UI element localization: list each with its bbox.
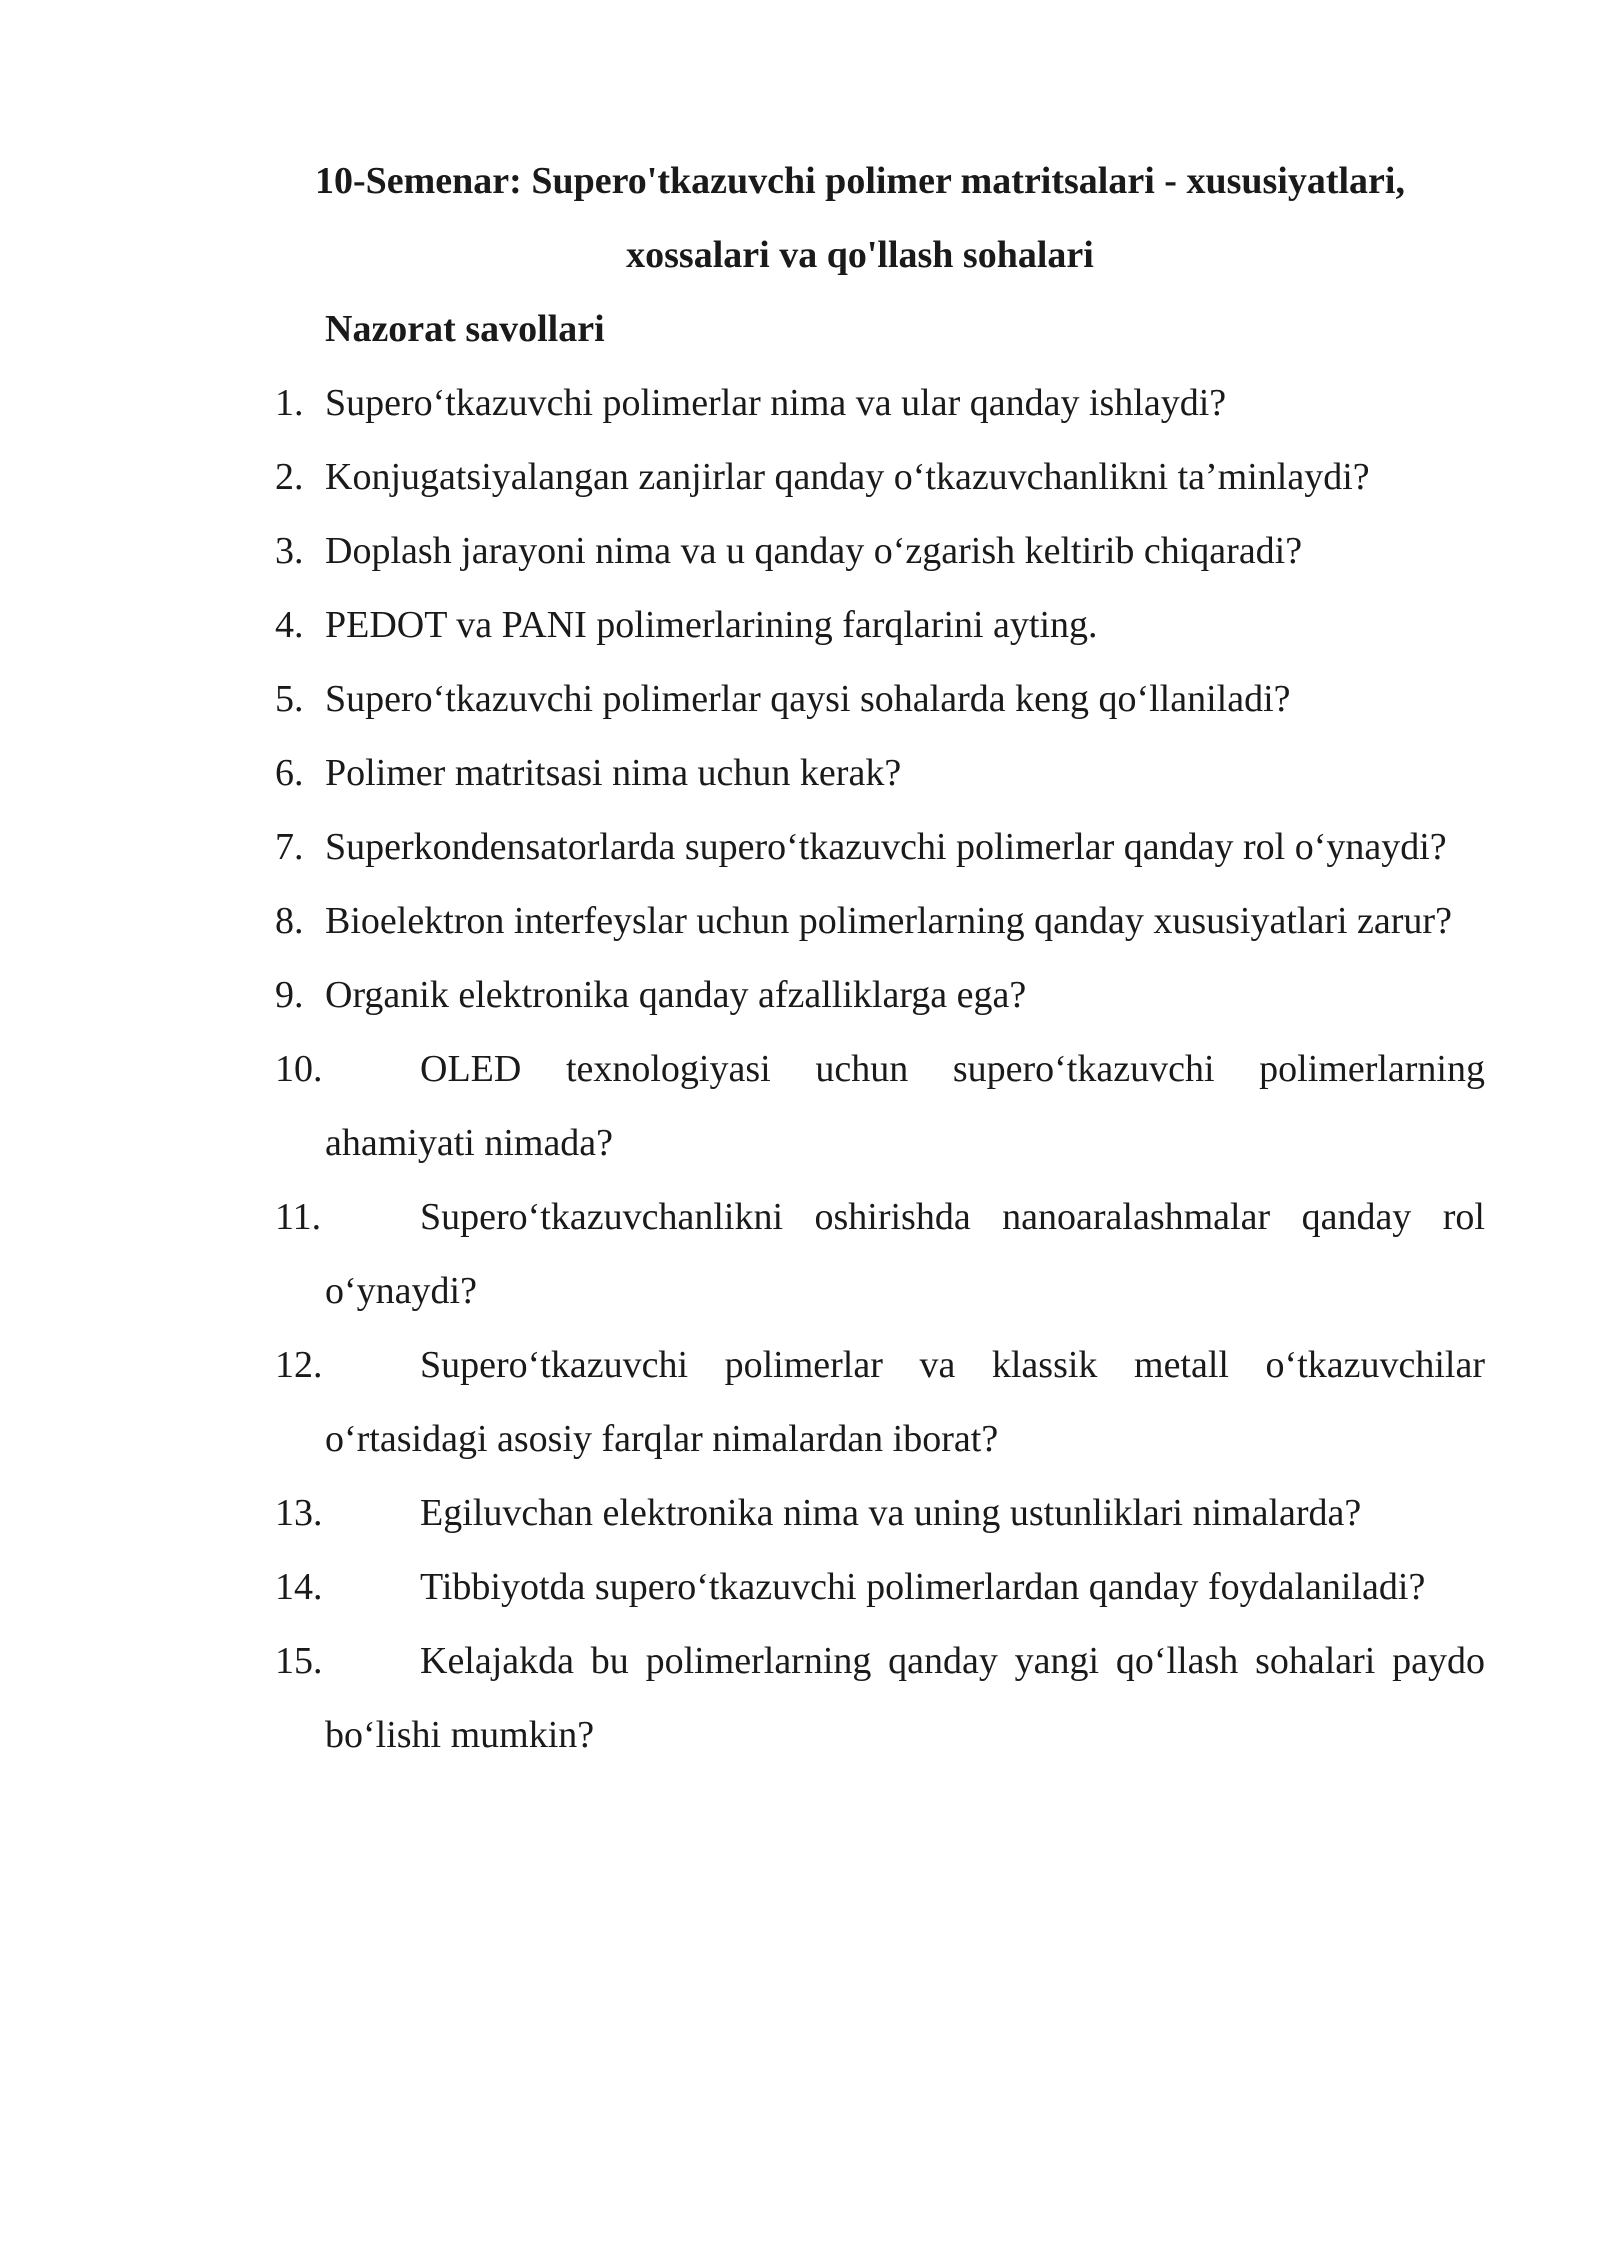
- question-item: [0, 662, 1600, 736]
- question-number: 2.: [275, 456, 304, 498]
- question-text: Supero‘tkazuvchi polimerlar qaysi sohalarda keng qo‘llaniladi?: [325, 678, 1291, 720]
- question-item: [0, 1550, 1600, 1624]
- section-heading: Nazorat savollari: [325, 308, 605, 350]
- question-text: Superkondensatorlarda supero‘tkazuvchi polimerlar qanday rol o‘ynaydi?: [325, 826, 1447, 868]
- question-item: [0, 1032, 1600, 1180]
- question-number: 15.: [275, 1640, 323, 1682]
- question-number: 9.: [275, 974, 304, 1016]
- question-text: Konjugatsiyalangan zanjirlar qanday o‘tkazuvchanlikni ta’minlaydi?: [325, 456, 1370, 498]
- question-number: 6.: [275, 752, 304, 794]
- question-number: 8.: [275, 900, 304, 942]
- title-line-2: xossalari va qo'llash sohalari: [626, 234, 1094, 276]
- question-item: [0, 810, 1600, 884]
- question-text: Organik elektronika qanday afzalliklarga ega?: [325, 974, 1027, 1016]
- question-number: 7.: [275, 826, 304, 868]
- question-text: Doplash jarayoni nima va u qanday o‘zgarish keltirib chiqaradi?: [325, 530, 1303, 572]
- question-text: Tibbiyotda supero‘tkazuvchi polimerlardan qanday foydalaniladi?: [420, 1566, 1426, 1608]
- question-number: 14.: [275, 1566, 323, 1608]
- question-text: Kelajakda bu polimerlarning qanday yangi qo‘llash sohalari paydo bo‘lishi mumkin?: [325, 1640, 1485, 1756]
- question-item: [0, 1624, 1600, 1772]
- question-text: Bioelektron interfeyslar uchun polimerlarning qanday xususiyatlari zarur?: [325, 900, 1452, 942]
- question-item: [0, 1180, 1600, 1328]
- question-item: [0, 736, 1600, 810]
- question-text: Egiluvchan elektronika nima va uning ustunliklari nimalarda?: [420, 1492, 1362, 1534]
- question-number: 5.: [275, 678, 304, 720]
- question-text: Polimer matritsasi nima uchun kerak?: [325, 752, 902, 794]
- title-line-1: 10-Semenar: Supero'tkazuvchi polimer matritsalari - xususiyatlari,: [315, 160, 1405, 202]
- question-number: 12.: [275, 1344, 323, 1386]
- question-item: [0, 958, 1600, 1032]
- question-text: PEDOT va PANI polimerlarining farqlarini ayting.: [325, 604, 1098, 646]
- question-text: Supero‘tkazuvchi polimerlar nima va ular qanday ishlaydi?: [325, 382, 1227, 424]
- question-text: OLED texnologiyasi uchun supero‘tkazuvchi polimerlarning ahamiyati nimada?: [325, 1048, 1485, 1164]
- question-list: [0, 366, 1600, 1772]
- question-text: Supero‘tkazuvchanlikni oshirishda nanoaralashmalar qanday rol o‘ynaydi?: [325, 1196, 1485, 1312]
- question-item: [0, 1328, 1600, 1476]
- question-number: 10.: [275, 1048, 323, 1090]
- question-item: [0, 884, 1600, 958]
- question-number: 1.: [275, 382, 304, 424]
- question-number: 4.: [275, 604, 304, 646]
- question-number: 11.: [275, 1196, 322, 1238]
- question-item: [0, 588, 1600, 662]
- document-title: [230, 144, 1490, 292]
- question-item: [0, 440, 1600, 514]
- question-number: 13.: [275, 1492, 323, 1534]
- question-text: Supero‘tkazuvchi polimerlar va klassik metall o‘tkazuvchilar o‘rtasidagi asosiy farqlar nimalardan iborat?: [325, 1344, 1485, 1460]
- question-item: [0, 514, 1600, 588]
- question-item: [0, 366, 1600, 440]
- question-number: 3.: [275, 530, 304, 572]
- question-item: [0, 1476, 1600, 1550]
